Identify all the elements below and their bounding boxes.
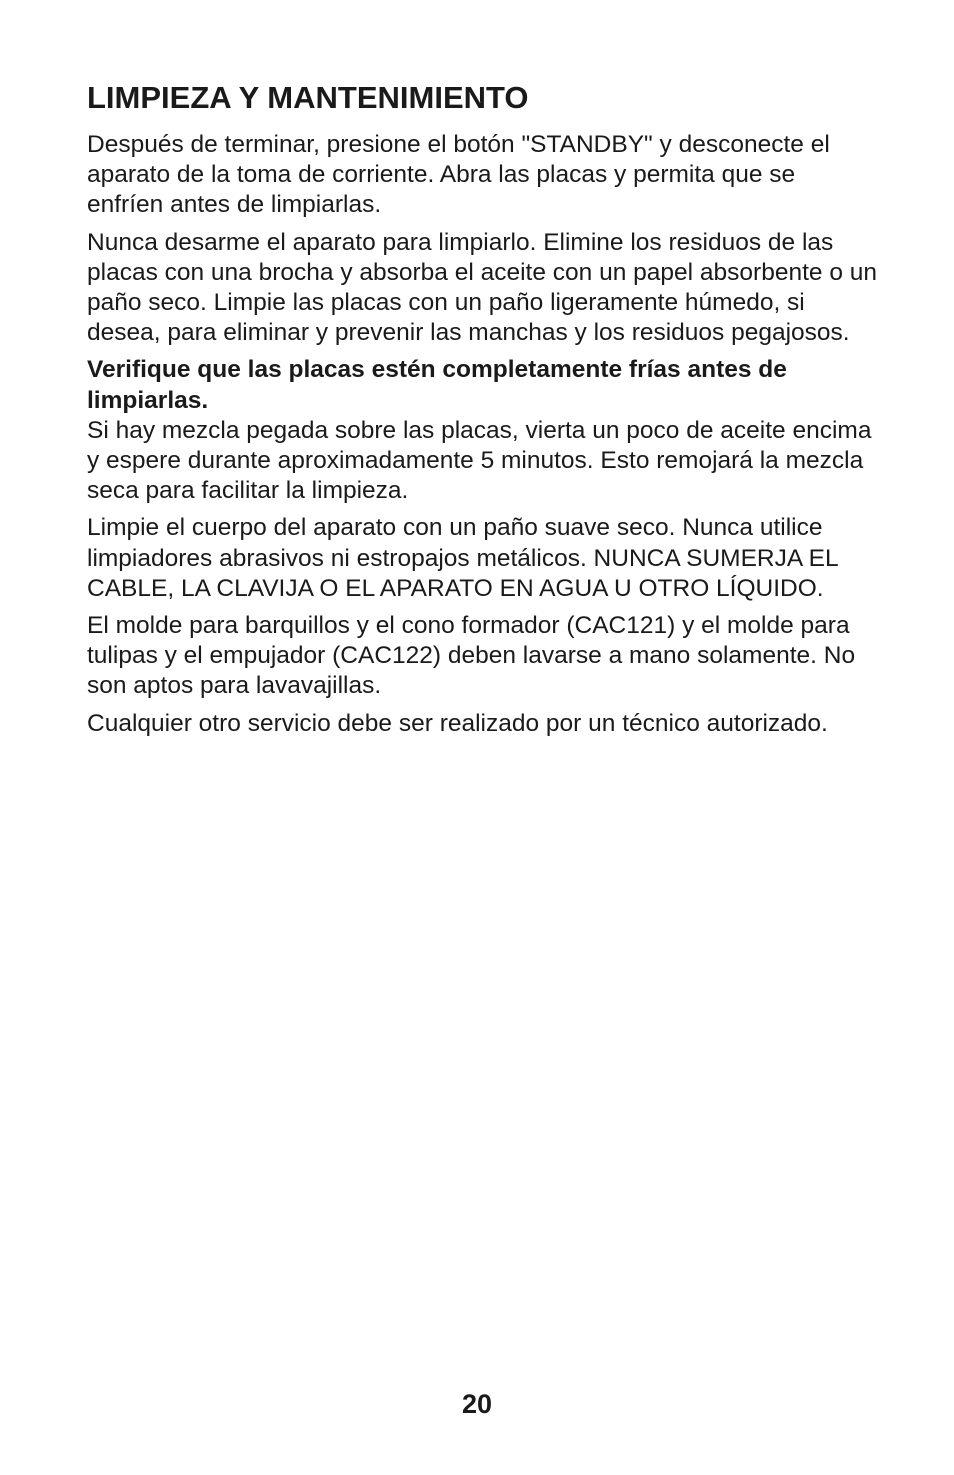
paragraph-accessories-handwash: El molde para barquillos y el cono formador (CAC121) y el molde para tulipas y el empujador (CAC122) deben lavarse a mano solamente. No son aptos para lavavajillas. xyxy=(87,612,856,700)
paragraph-other-service: Cualquier otro servicio debe ser realizado por un técnico autorizado. xyxy=(87,709,828,737)
page-number: 20 xyxy=(461,1389,493,1419)
section-heading: LIMPIEZA Y MANTENIMIENTO xyxy=(87,80,529,115)
paragraph-stuck-batter: Si hay mezcla pegada sobre las placas, vierta un poco de aceite encima y espere durante aproximadamente 5 minutos. Esto remojará la mezcla seca para facilitar la limpieza. xyxy=(87,416,872,505)
paragraph-cleaning-plates: Nunca desarme el aparato para limpiarlo. Elimine los residuos de las placas con una brocha y absorba el aceite con un papel absorbente o un paño seco. Limpie las placas con un paño ligeramente húmedo, si desea, para eliminar y prevenir las manchas y los residuos pegajosos. xyxy=(87,228,878,347)
warning-plates-cold: Verifique que las placas estén completamente frías antes de limpiarlas. xyxy=(87,356,787,414)
paragraph-cleaning-body: Limpie el cuerpo del aparato con un paño suave seco. Nunca utilice limpiadores abrasivos ni estropajos metálicos. NUNCA SUMERJA EL CABLE, LA CLAVIJA O EL APARATO EN AGUA U OTRO LÍQUIDO. xyxy=(87,514,838,602)
paragraph-after-use: Después de terminar, presione el botón "STANDBY" y desconecte el aparato de la toma de corriente. Abra las placas y permita que se enfríen antes de limpiarlas. xyxy=(87,131,830,219)
manual-page-content xyxy=(87,80,877,746)
